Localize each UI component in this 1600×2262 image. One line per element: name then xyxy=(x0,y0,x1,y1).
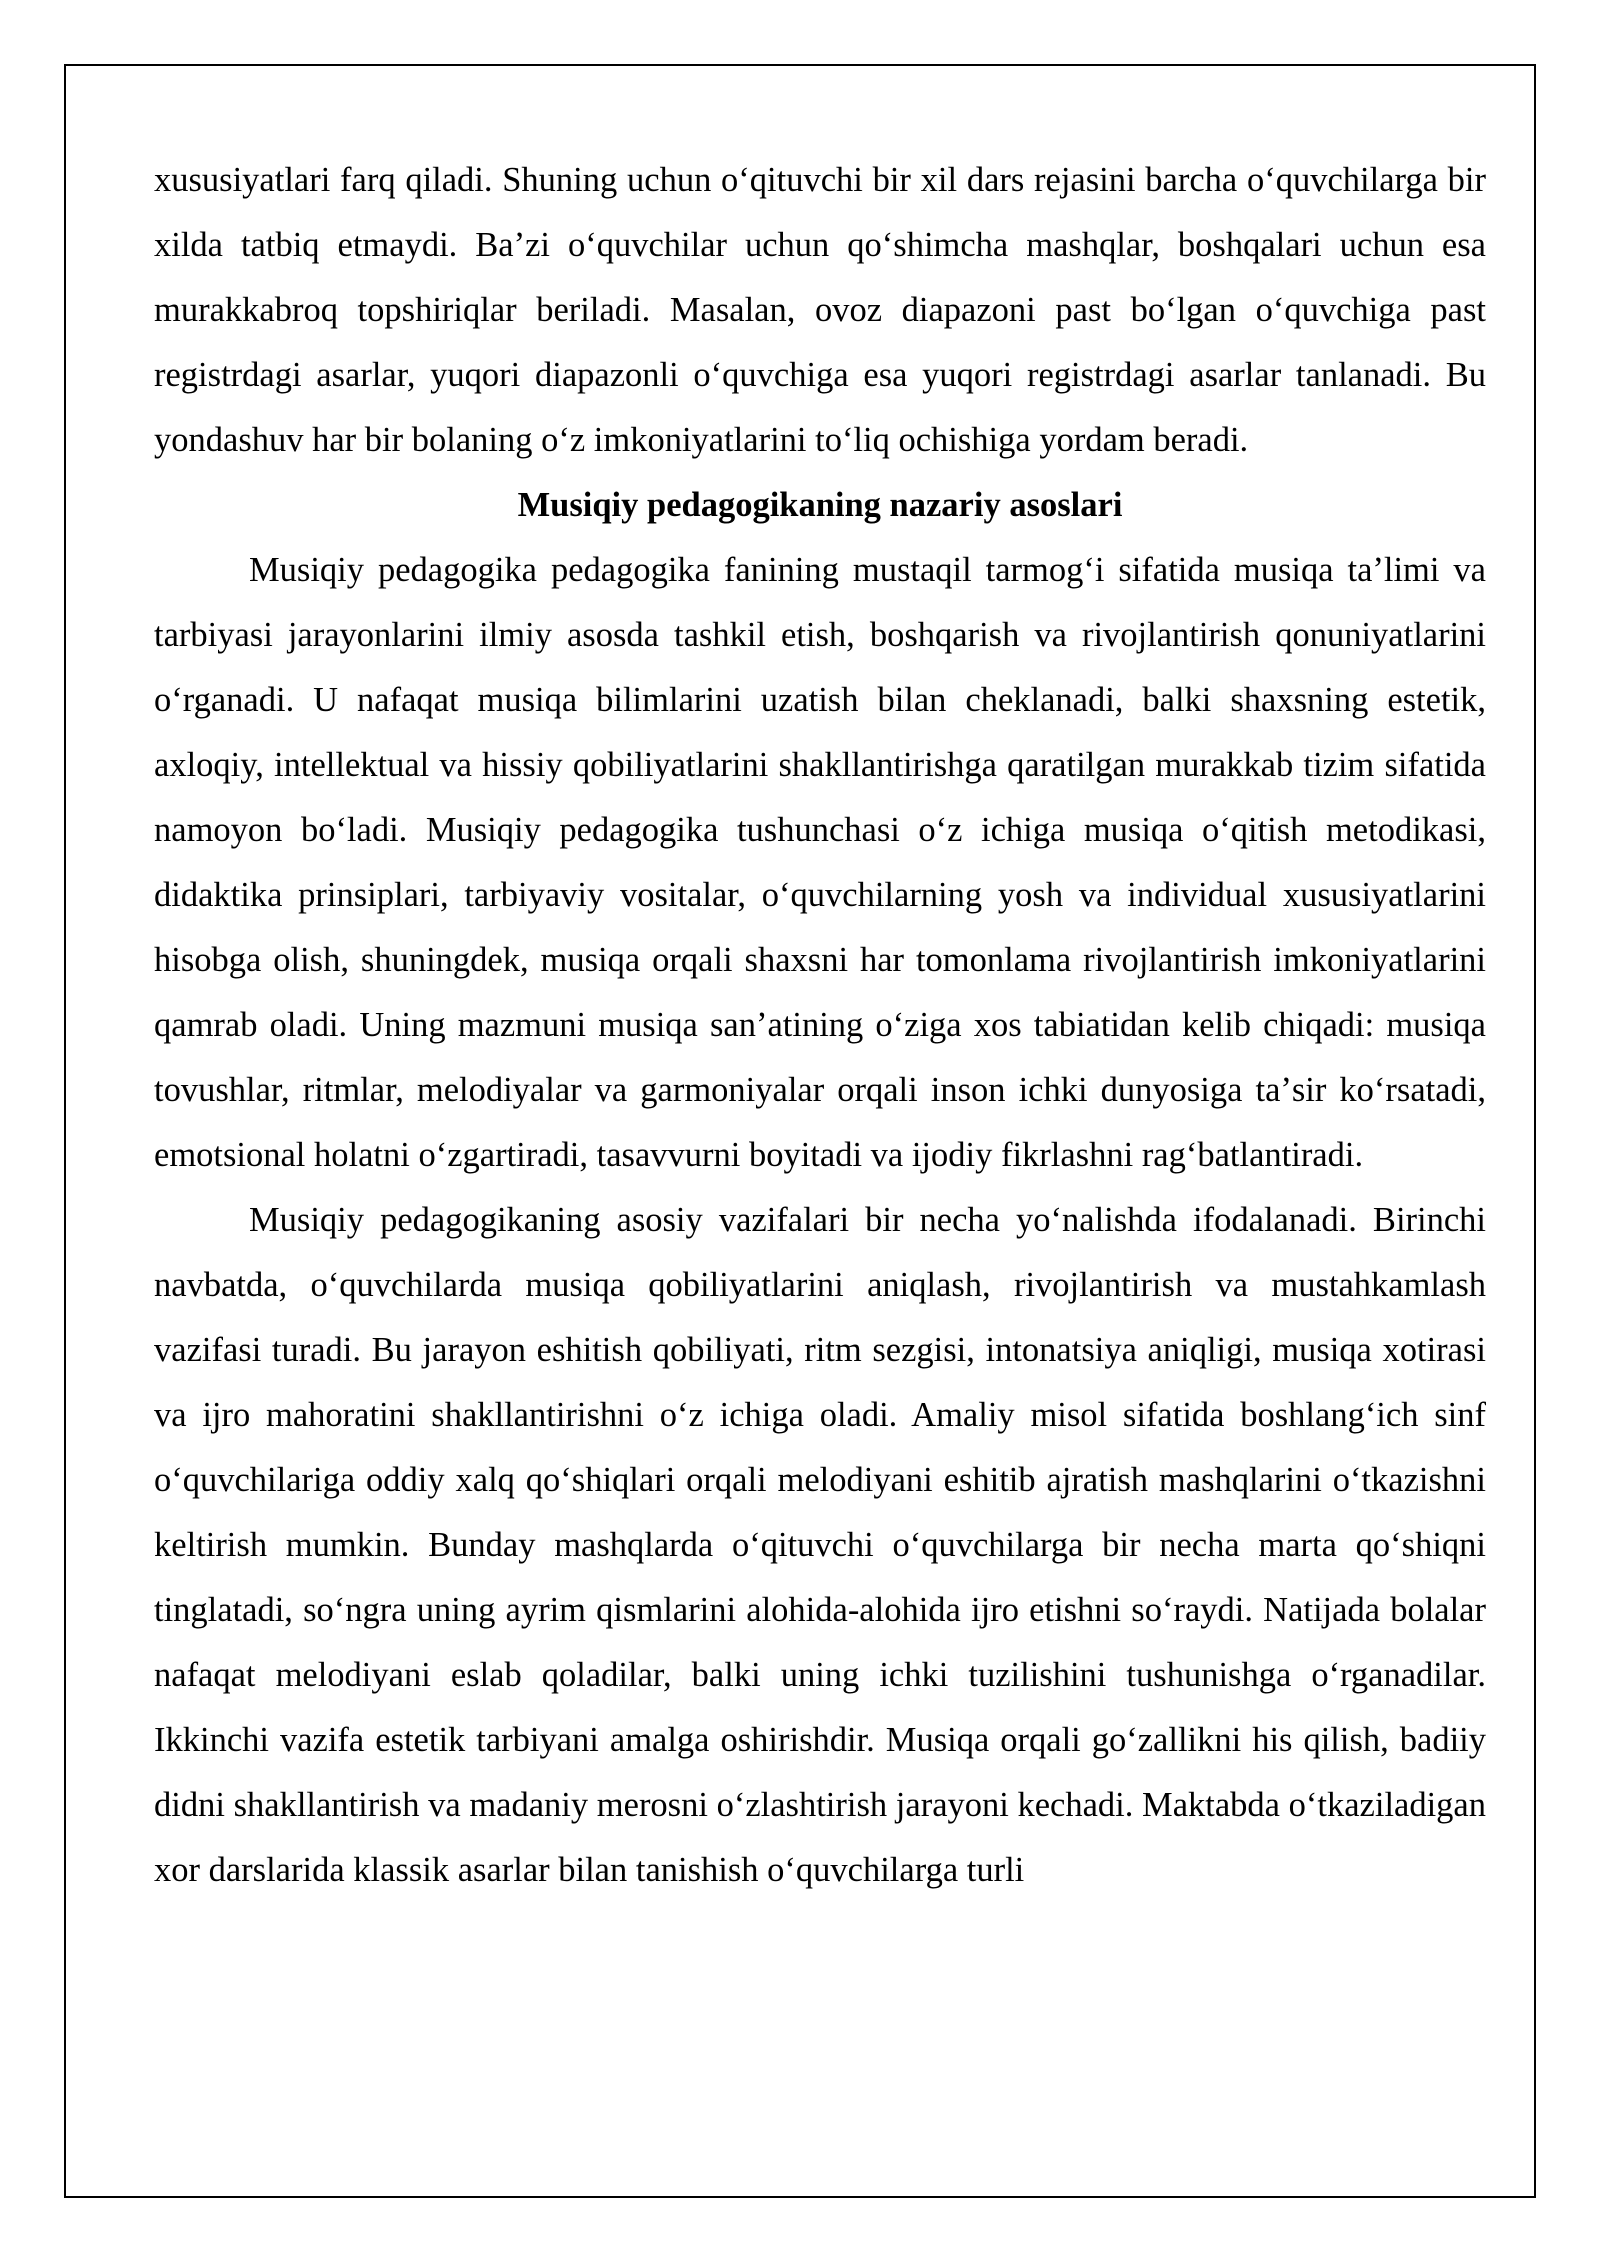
section-heading: Musiqiy pedagogikaning nazariy asoslari xyxy=(517,486,1123,524)
paragraph-continuation: xususiyatlari farq qiladi. Shuning uchun oʻqituvchi bir xil dars rejasini barcha oʻquvchilarga bir xilda tatbiq etmaydi. Baʼzi oʻquvchilar uchun qoʻshimcha mashqlar, boshqalari uchun esa murakkabroq topshiriqlar beriladi. Masalan, ovoz diapazoni past boʻlgan oʻquvchiga past registrdagi asarlar, yuqori diapazonli oʻquvchiga esa yuqori registrdagi asarlar tanlanadi. Bu yondashuv har bir bolaning oʻz imkoniyatlarini toʻliq ochishiga yordam beradi. xyxy=(154,161,1486,459)
paragraph-1: Musiqiy pedagogika pedagogika fanining mustaqil tarmogʻi sifatida musiqa taʼlimi va tarbiyasi jarayonlarini ilmiy asosda tashkil etish, boshqarish va rivojlantirish qonuniyatlarini oʻrganadi. U nafaqat musiqa bilimlarini uzatish bilan cheklanadi, balki shaxsning estetik, axloqiy, intellektual va hissiy qobiliyatlarini shakllantirishga qaratilgan murakkab tizim sifatida namoyon boʻladi. Musiqiy pedagogika tushunchasi oʻz ichiga musiqa oʻqitish metodikasi, didaktika prinsiplari, tarbiyaviy vositalar, oʻquvchilarning yosh va individual xususiyatlarini hisobga olish, shuningdek, musiqa orqali shaxsni har tomonlama rivojlantirish imkoniyatlarini qamrab oladi. Uning mazmuni musiqa sanʼatining oʻziga xos tabiatidan kelib chiqadi: musiqa tovushlar, ritmlar, melodiyalar va garmoniyalar orqali inson ichki dunyosiga taʼsir koʻrsatadi, emotsional holatni oʻzgartiradi, tasavvurni boyitadi va ijodiy fikrlashni ragʻbatlantiradi. xyxy=(154,551,1486,1174)
paragraph-2: Musiqiy pedagogikaning asosiy vazifalari bir necha yoʻnalishda ifodalanadi. Birinchi navbatda, oʻquvchilarda musiqa qobiliyatlarini aniqlash, rivojlantirish va mustahkamlash vazifasi turadi. Bu jarayon eshitish qobiliyati, ritm sezgisi, intonatsiya aniqligi, musiqa xotirasi va ijro mahoratini shakllantirishni oʻz ichiga oladi. Amaliy misol sifatida boshlangʻich sinf oʻquvchilariga oddiy xalq qoʻshiqlari orqali melodiyani eshitib ajratish mashqlarini oʻtkazishni keltirish mumkin. Bunday mashqlarda oʻqituvchi oʻquvchilarga bir necha marta qoʻshiqni tinglatadi, soʻngra uning ayrim qismlarini alohida-alohida ijro etishni soʻraydi. Natijada bolalar nafaqat melodiyani eslab qoladilar, balki uning ichki tuzilishini tushunishga oʻrganadilar. Ikkinchi vazifa estetik tarbiyani amalga oshirishdir. Musiqa orqali goʻzallikni his qilish, badiiy didni shakllantirish va madaniy merosni oʻzlashtirish jarayoni kechadi. Maktabda oʻtkaziladigan xor darslarida klassik asarlar bilan tanishish oʻquvchilarga turli xyxy=(154,1201,1486,1889)
document-body xyxy=(154,148,1486,1903)
